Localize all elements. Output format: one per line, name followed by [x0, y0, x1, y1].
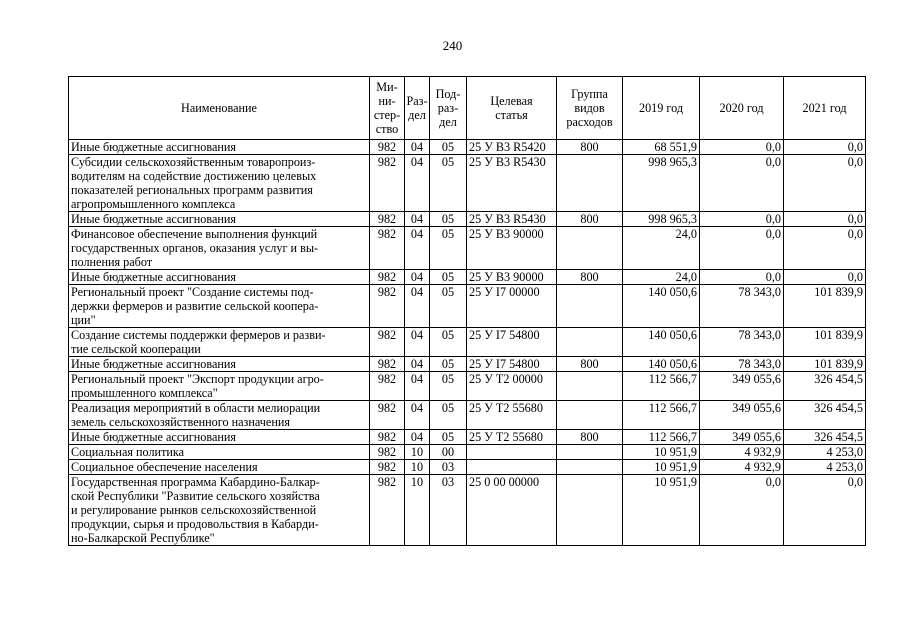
cell-2021: 326 454,5 — [784, 430, 866, 445]
cell-2019: 998 965,3 — [623, 212, 700, 227]
cell-2021: 101 839,9 — [784, 328, 866, 357]
cell-section: 04 — [405, 372, 430, 401]
cell-expense-group: 800 — [557, 270, 623, 285]
cell-2021: 326 454,5 — [784, 372, 866, 401]
cell-subsection: 05 — [430, 270, 467, 285]
header-ministry: Ми- ни- стер- ство — [370, 77, 405, 140]
cell-ministry: 982 — [370, 270, 405, 285]
cell-expense-group — [557, 475, 623, 546]
cell-name: Создание системы поддержки фермеров и разви- тие сельской кооперации — [69, 328, 370, 357]
cell-ministry: 982 — [370, 401, 405, 430]
cell-section: 10 — [405, 475, 430, 546]
cell-name: Реализация мероприятий в области мелиорации земель сельскохозяйственного назначения — [69, 401, 370, 430]
header-2021: 2021 год — [784, 77, 866, 140]
cell-subsection: 05 — [430, 212, 467, 227]
cell-target-article: 25 У В3 R5430 — [467, 155, 557, 212]
cell-subsection: 05 — [430, 227, 467, 270]
cell-2020: 4 932,9 — [700, 445, 784, 460]
cell-2019: 10 951,9 — [623, 445, 700, 460]
cell-2020: 0,0 — [700, 270, 784, 285]
cell-2020: 78 343,0 — [700, 357, 784, 372]
table-row — [69, 212, 866, 227]
cell-2021: 101 839,9 — [784, 357, 866, 372]
cell-name: Региональный проект "Создание системы под- держки фермеров и развитие сельской коопера- ции" — [69, 285, 370, 328]
cell-2020: 349 055,6 — [700, 430, 784, 445]
table-row — [69, 285, 866, 328]
cell-name: Иные бюджетные ассигнования — [69, 140, 370, 155]
cell-subsection: 05 — [430, 140, 467, 155]
cell-expense-group — [557, 372, 623, 401]
header-name: Наименование — [69, 77, 370, 140]
cell-2019: 24,0 — [623, 227, 700, 270]
cell-ministry: 982 — [370, 212, 405, 227]
table-row — [69, 155, 866, 212]
cell-target-article: 25 0 00 00000 — [467, 475, 557, 546]
header-expense-group: Группа видов расходов — [557, 77, 623, 140]
cell-expense-group — [557, 227, 623, 270]
cell-2019: 68 551,9 — [623, 140, 700, 155]
cell-2020: 0,0 — [700, 155, 784, 212]
cell-section: 04 — [405, 357, 430, 372]
cell-2019: 112 566,7 — [623, 372, 700, 401]
cell-section: 04 — [405, 270, 430, 285]
cell-2021: 4 253,0 — [784, 445, 866, 460]
cell-section: 04 — [405, 155, 430, 212]
cell-section: 04 — [405, 285, 430, 328]
cell-subsection: 05 — [430, 328, 467, 357]
table-row — [69, 475, 866, 546]
cell-2020: 0,0 — [700, 227, 784, 270]
table-row — [69, 401, 866, 430]
cell-target-article: 25 У I7 00000 — [467, 285, 557, 328]
cell-expense-group: 800 — [557, 140, 623, 155]
cell-2020: 349 055,6 — [700, 401, 784, 430]
cell-2020: 0,0 — [700, 475, 784, 546]
cell-name: Финансовое обеспечение выполнения функций государственных органов, оказания услуг и вы- полнения работ — [69, 227, 370, 270]
cell-2020: 0,0 — [700, 212, 784, 227]
cell-subsection: 05 — [430, 372, 467, 401]
cell-subsection: 05 — [430, 285, 467, 328]
table-row — [69, 328, 866, 357]
cell-ministry: 982 — [370, 285, 405, 328]
cell-2021: 0,0 — [784, 140, 866, 155]
cell-target-article: 25 У В3 90000 — [467, 227, 557, 270]
cell-target-article: 25 У Т2 55680 — [467, 430, 557, 445]
cell-ministry: 982 — [370, 475, 405, 546]
cell-expense-group — [557, 285, 623, 328]
cell-2019: 112 566,7 — [623, 430, 700, 445]
cell-2021: 0,0 — [784, 212, 866, 227]
cell-2020: 4 932,9 — [700, 460, 784, 475]
cell-ministry: 982 — [370, 430, 405, 445]
cell-subsection: 03 — [430, 460, 467, 475]
cell-subsection: 05 — [430, 357, 467, 372]
cell-2019: 10 951,9 — [623, 460, 700, 475]
cell-2021: 0,0 — [784, 475, 866, 546]
cell-2019: 998 965,3 — [623, 155, 700, 212]
cell-target-article: 25 У I7 54800 — [467, 357, 557, 372]
cell-2021: 4 253,0 — [784, 460, 866, 475]
cell-section: 04 — [405, 328, 430, 357]
cell-name: Региональный проект "Экспорт продукции агро- промышленного комплекса" — [69, 372, 370, 401]
cell-name: Иные бюджетные ассигнования — [69, 430, 370, 445]
cell-ministry: 982 — [370, 328, 405, 357]
cell-ministry: 982 — [370, 445, 405, 460]
cell-ministry: 982 — [370, 357, 405, 372]
cell-name: Иные бюджетные ассигнования — [69, 212, 370, 227]
page-number: 240 — [442, 38, 463, 53]
table-row — [69, 357, 866, 372]
header-target-article: Целевая статья — [467, 77, 557, 140]
cell-section: 04 — [405, 227, 430, 270]
cell-target-article: 25 У В3 R5430 — [467, 212, 557, 227]
cell-2019: 140 050,6 — [623, 357, 700, 372]
cell-2020: 349 055,6 — [700, 372, 784, 401]
cell-subsection: 05 — [430, 401, 467, 430]
cell-name: Государственная программа Кабардино-Балкар- ской Республики "Развитие сельского хозяйства и регулирование рынков сельскохозяйственной продукции, сырья и продовольствия в Кабарди- но-Балкарской Республике" — [69, 475, 370, 546]
cell-expense-group — [557, 155, 623, 212]
cell-ministry: 982 — [370, 372, 405, 401]
cell-ministry: 982 — [370, 460, 405, 475]
cell-expense-group: 800 — [557, 212, 623, 227]
cell-ministry: 982 — [370, 155, 405, 212]
cell-target-article: 25 У I7 54800 — [467, 328, 557, 357]
budget-table — [68, 76, 866, 546]
table-row — [69, 430, 866, 445]
cell-2019: 140 050,6 — [623, 285, 700, 328]
cell-section: 10 — [405, 460, 430, 475]
cell-ministry: 982 — [370, 140, 405, 155]
header-subsection: Под- раз- дел — [430, 77, 467, 140]
header-section: Раз- дел — [405, 77, 430, 140]
cell-expense-group — [557, 328, 623, 357]
cell-section: 04 — [405, 430, 430, 445]
table-row — [69, 227, 866, 270]
cell-name: Субсидии сельскохозяйственным товаропроиз- водителям на содействие достижению целевых показателей региональных программ развития агропромышленного комплекса — [69, 155, 370, 212]
cell-name: Иные бюджетные ассигнования — [69, 270, 370, 285]
cell-2020: 78 343,0 — [700, 285, 784, 328]
cell-target-article — [467, 460, 557, 475]
cell-section: 04 — [405, 140, 430, 155]
table-row — [69, 445, 866, 460]
cell-subsection: 05 — [430, 155, 467, 212]
cell-2019: 140 050,6 — [623, 328, 700, 357]
cell-2020: 0,0 — [700, 140, 784, 155]
cell-section: 10 — [405, 445, 430, 460]
cell-target-article: 25 У Т2 55680 — [467, 401, 557, 430]
cell-name: Социальная политика — [69, 445, 370, 460]
cell-2021: 326 454,5 — [784, 401, 866, 430]
cell-2021: 0,0 — [784, 155, 866, 212]
header-2020: 2020 год — [700, 77, 784, 140]
cell-expense-group: 800 — [557, 430, 623, 445]
table-row — [69, 140, 866, 155]
table-row — [69, 460, 866, 475]
cell-ministry: 982 — [370, 227, 405, 270]
cell-expense-group: 800 — [557, 357, 623, 372]
cell-subsection: 03 — [430, 475, 467, 546]
cell-2019: 112 566,7 — [623, 401, 700, 430]
header-row — [69, 77, 866, 140]
cell-target-article: 25 У Т2 00000 — [467, 372, 557, 401]
cell-subsection: 00 — [430, 445, 467, 460]
header-2019: 2019 год — [623, 77, 700, 140]
cell-name: Социальное обеспечение населения — [69, 460, 370, 475]
cell-target-article: 25 У В3 R5420 — [467, 140, 557, 155]
cell-section: 04 — [405, 212, 430, 227]
cell-2021: 0,0 — [784, 227, 866, 270]
cell-2021: 0,0 — [784, 270, 866, 285]
cell-subsection: 05 — [430, 430, 467, 445]
cell-target-article — [467, 445, 557, 460]
cell-section: 04 — [405, 401, 430, 430]
cell-target-article: 25 У В3 90000 — [467, 270, 557, 285]
cell-2020: 78 343,0 — [700, 328, 784, 357]
cell-expense-group — [557, 445, 623, 460]
cell-name: Иные бюджетные ассигнования — [69, 357, 370, 372]
cell-2019: 10 951,9 — [623, 475, 700, 546]
cell-2019: 24,0 — [623, 270, 700, 285]
cell-expense-group — [557, 401, 623, 430]
table-row — [69, 372, 866, 401]
table-row — [69, 270, 866, 285]
cell-expense-group — [557, 460, 623, 475]
cell-2021: 101 839,9 — [784, 285, 866, 328]
